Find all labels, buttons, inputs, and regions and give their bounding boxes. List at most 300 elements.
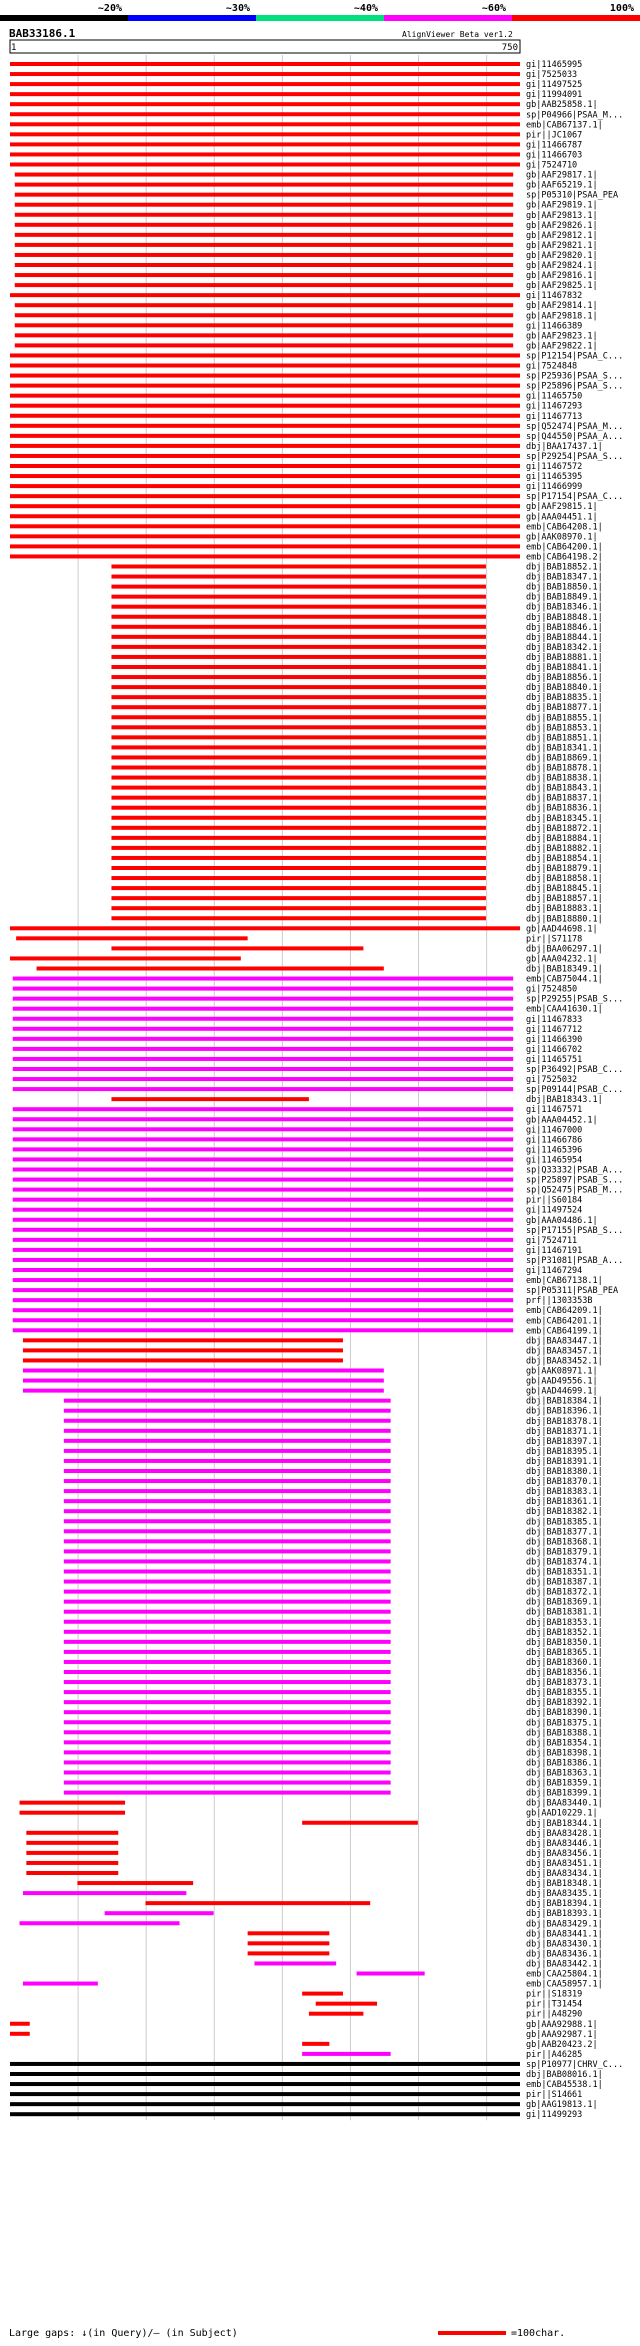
hit-label[interactable]: gb|AAF29817.1| [526, 170, 598, 181]
hit-bar[interactable] [20, 1801, 126, 1805]
hit-bar[interactable] [111, 826, 485, 830]
hit-label[interactable]: dbj|BAB18354.1| [526, 1738, 603, 1749]
hit-bar[interactable] [13, 1228, 513, 1232]
hit-label[interactable]: dbj|BAB18879.1| [526, 864, 603, 874]
hit-bar[interactable] [26, 1831, 118, 1835]
hit-label[interactable]: gi|11467571 [526, 1105, 583, 1116]
hit-bar[interactable] [309, 2012, 363, 2016]
hit-bar[interactable] [16, 936, 248, 940]
hit-label[interactable]: dbj|BAB18371.1| [526, 1426, 603, 1437]
hit-label[interactable]: dbj|BAA83440.1| [526, 1798, 603, 1809]
hit-bar[interactable] [10, 474, 520, 478]
hit-bar[interactable] [302, 1821, 418, 1825]
hit-bar[interactable] [10, 554, 520, 558]
hit-label[interactable]: dbj|BAB18380.1| [526, 1467, 603, 1477]
hit-bar[interactable] [10, 404, 520, 408]
hit-label[interactable]: dbj|BAB18341.1| [526, 743, 603, 754]
hit-label[interactable]: dbj|BAB18391.1| [526, 1456, 603, 1467]
hit-label[interactable]: dbj|BAA17437.1| [526, 441, 603, 452]
hit-label[interactable]: sp|Q52474|PSAA_M... [526, 421, 624, 432]
hit-bar[interactable] [64, 1459, 391, 1463]
hit-label[interactable]: dbj|BAB18881.1| [526, 652, 603, 663]
hit-bar[interactable] [13, 1308, 513, 1312]
hit-label[interactable]: dbj|BAA83447.1| [526, 1336, 603, 1347]
hit-label[interactable]: gi|11465395 [526, 472, 583, 483]
hit-bar[interactable] [111, 816, 485, 820]
hit-bar[interactable] [26, 1861, 118, 1865]
hit-label[interactable]: dbj|BAB18383.1| [526, 1487, 603, 1498]
hit-label[interactable]: dbj|BAB18852.1| [526, 562, 603, 573]
hit-bar[interactable] [111, 745, 485, 749]
hit-label[interactable]: gb|AAF29822.1| [526, 341, 598, 352]
hit-bar[interactable] [15, 273, 513, 277]
hit-bar[interactable] [10, 163, 520, 167]
hit-label[interactable]: dbj|BAB18350.1| [526, 1637, 603, 1648]
hit-label[interactable]: dbj|BAB18363.1| [526, 1768, 603, 1779]
hit-bar[interactable] [10, 2102, 520, 2106]
hit-bar[interactable] [302, 2042, 329, 2046]
hit-label[interactable]: dbj|BAA83434.1| [526, 1869, 603, 1879]
hit-label[interactable]: dbj|BAB18841.1| [526, 663, 603, 673]
hit-label[interactable]: gi|11465396 [526, 1145, 583, 1156]
hit-label[interactable]: dbj|BAB18386.1| [526, 1758, 603, 1769]
hit-bar[interactable] [64, 1610, 391, 1614]
hit-label[interactable]: gb|AAK08970.1| [526, 532, 598, 543]
hit-label[interactable]: gb|AAF29815.1| [526, 502, 598, 513]
hit-bar[interactable] [64, 1700, 391, 1704]
hit-bar[interactable] [111, 615, 485, 619]
hit-label[interactable]: dbj|BAB18343.1| [526, 1095, 603, 1106]
hit-bar[interactable] [10, 926, 520, 930]
hit-label[interactable]: dbj|BAB18877.1| [526, 703, 603, 714]
hit-bar[interactable] [64, 1409, 391, 1413]
hit-label[interactable]: dbj|BAB18849.1| [526, 592, 603, 603]
hit-label[interactable]: pir||A48290 [526, 2009, 583, 2020]
hit-bar[interactable] [111, 786, 485, 790]
hit-bar[interactable] [64, 1559, 391, 1563]
hit-label[interactable]: dbj|BAB18345.1| [526, 813, 603, 824]
hit-bar[interactable] [64, 1781, 391, 1785]
hit-label[interactable]: gb|AAB25858.1| [526, 100, 598, 111]
hit-bar[interactable] [15, 333, 513, 337]
hit-bar[interactable] [13, 1107, 513, 1111]
hit-bar[interactable] [64, 1670, 391, 1674]
hit-label[interactable]: dbj|BAB18368.1| [526, 1537, 603, 1548]
hit-bar[interactable] [111, 896, 485, 900]
hit-label[interactable]: dbj|BAB18355.1| [526, 1688, 603, 1699]
hit-label[interactable]: dbj|BAB18381.1| [526, 1607, 603, 1618]
hit-label[interactable]: emb|CAB67137.1| [526, 120, 603, 131]
hit-label[interactable]: gi|7524850 [526, 984, 578, 995]
hit-bar[interactable] [111, 675, 485, 679]
hit-label[interactable]: sp|P17155|PSAB_S... [526, 1225, 624, 1236]
hit-bar[interactable] [105, 1911, 214, 1915]
hit-label[interactable]: dbj|BAB18385.1| [526, 1517, 603, 1528]
hit-label[interactable]: emb|CAB45538.1| [526, 2080, 603, 2091]
hit-label[interactable]: sp|P29255|PSAB_S... [526, 994, 624, 1005]
hit-bar[interactable] [13, 1198, 513, 1202]
hit-label[interactable]: gi|11466703 [526, 150, 583, 161]
hit-bar[interactable] [111, 565, 485, 569]
hit-label[interactable]: pir||JC1067 [526, 130, 583, 141]
hit-label[interactable]: sp|P10977|CHRV_C... [526, 2059, 624, 2070]
hit-label[interactable]: gi|11465750 [526, 391, 583, 402]
hit-bar[interactable] [64, 1640, 391, 1644]
hit-label[interactable]: gi|11497524 [526, 1205, 583, 1216]
hit-bar[interactable] [13, 1328, 513, 1332]
hit-label[interactable]: gb|AAF29818.1| [526, 311, 598, 322]
hit-bar[interactable] [111, 866, 485, 870]
hit-bar[interactable] [111, 655, 485, 659]
hit-label[interactable]: dbj|BAB18351.1| [526, 1567, 603, 1578]
hit-label[interactable]: sp|P25897|PSAB_S... [526, 1175, 624, 1186]
hit-bar[interactable] [13, 1077, 513, 1081]
hit-label[interactable]: dbj|BAB18360.1| [526, 1657, 603, 1668]
hit-label[interactable]: dbj|BAA83428.1| [526, 1828, 603, 1839]
hit-bar[interactable] [64, 1600, 391, 1604]
hit-bar[interactable] [15, 183, 513, 187]
hit-label[interactable]: gi|11465954 [526, 1155, 583, 1166]
hit-label[interactable]: gi|11466389 [526, 321, 583, 332]
hit-bar[interactable] [10, 394, 520, 398]
hit-bar[interactable] [10, 122, 520, 126]
hit-label[interactable]: gb|AAD44699.1| [526, 1386, 598, 1397]
hit-label[interactable]: dbj|BAB18855.1| [526, 713, 603, 724]
hit-label[interactable]: gi|7524710 [526, 160, 578, 171]
hit-bar[interactable] [111, 735, 485, 739]
hit-label[interactable]: gi|11466390 [526, 1034, 583, 1045]
hit-bar[interactable] [15, 173, 513, 177]
hit-label[interactable]: dbj|BAB18373.1| [526, 1678, 603, 1689]
hit-label[interactable]: dbj|BAA83435.1| [526, 1889, 603, 1900]
hit-bar[interactable] [10, 2112, 520, 2116]
hit-label[interactable]: gb|AAA04486.1| [526, 1215, 598, 1226]
hit-bar[interactable] [64, 1720, 391, 1724]
hit-label[interactable]: sp|P25896|PSAA_S... [526, 381, 624, 392]
hit-bar[interactable] [13, 1017, 513, 1021]
hit-label[interactable]: gb|AAF29816.1| [526, 271, 598, 282]
hit-bar[interactable] [10, 424, 520, 428]
hit-label[interactable]: dbj|BAB18349.1| [526, 964, 603, 975]
hit-bar[interactable] [111, 665, 485, 669]
hit-bar[interactable] [10, 364, 520, 368]
hit-label[interactable]: dbj|BAB18858.1| [526, 874, 603, 885]
hit-bar[interactable] [111, 685, 485, 689]
hit-bar[interactable] [13, 1127, 513, 1131]
hit-bar[interactable] [10, 92, 520, 96]
hit-bar[interactable] [10, 414, 520, 418]
hit-label[interactable]: gb|AAB20423.2| [526, 2039, 598, 2050]
hit-label[interactable]: dbj|BAB18370.1| [526, 1477, 603, 1488]
hit-bar[interactable] [10, 2092, 520, 2096]
hit-bar[interactable] [64, 1449, 391, 1453]
hit-bar[interactable] [111, 796, 485, 800]
hit-label[interactable]: sp|P25936|PSAA_S... [526, 371, 624, 382]
hit-bar[interactable] [248, 1941, 330, 1945]
hit-bar[interactable] [15, 313, 513, 317]
hit-label[interactable]: dbj|BAB08016.1| [526, 2070, 603, 2080]
hit-label[interactable]: dbj|BAB18396.1| [526, 1406, 603, 1417]
hit-label[interactable]: dbj|BAB18398.1| [526, 1748, 603, 1759]
hit-bar[interactable] [64, 1771, 391, 1775]
hit-bar[interactable] [15, 233, 513, 237]
hit-bar[interactable] [64, 1539, 391, 1543]
hit-label[interactable]: dbj|BAB18378.1| [526, 1416, 603, 1427]
hit-bar[interactable] [10, 142, 520, 146]
hit-bar[interactable] [23, 1891, 186, 1895]
hit-label[interactable]: emb|CAB67138.1| [526, 1276, 603, 1287]
hit-bar[interactable] [13, 1208, 513, 1212]
hit-bar[interactable] [111, 876, 485, 880]
hit-bar[interactable] [23, 1389, 384, 1393]
hit-label[interactable]: emb|CAB64208.1| [526, 522, 603, 533]
hit-label[interactable]: gi|11467712 [526, 1024, 583, 1035]
hit-bar[interactable] [13, 1298, 513, 1302]
hit-bar[interactable] [64, 1399, 391, 1403]
hit-label[interactable]: dbj|BAA83452.1| [526, 1356, 603, 1367]
hit-label[interactable]: sp|Q33332|PSAB_A... [526, 1165, 624, 1176]
hit-label[interactable]: emb|CAA41630.1| [526, 1004, 603, 1015]
hit-label[interactable]: dbj|BAB18837.1| [526, 793, 603, 804]
hit-label[interactable]: dbj|BAA06297.1| [526, 944, 603, 955]
hit-bar[interactable] [64, 1690, 391, 1694]
hit-label[interactable]: gb|AAD44698.1| [526, 924, 598, 935]
hit-label[interactable]: gb|AAD10229.1| [526, 1808, 598, 1819]
hit-label[interactable]: dbj|BAB18353.1| [526, 1617, 603, 1628]
hit-label[interactable]: gb|AAF29812.1| [526, 230, 598, 241]
hit-label[interactable]: gi|11467000 [526, 1125, 583, 1136]
hit-bar[interactable] [302, 2052, 391, 2056]
hit-label[interactable]: dbj|BAB18365.1| [526, 1647, 603, 1658]
hit-label[interactable]: dbj|BAB18848.1| [526, 612, 603, 623]
hit-bar[interactable] [111, 846, 485, 850]
hit-label[interactable]: gi|11497525 [526, 80, 583, 91]
hit-bar[interactable] [64, 1760, 391, 1764]
hit-bar[interactable] [26, 1841, 118, 1845]
hit-label[interactable]: sp|P04966|PSAA_M... [526, 110, 624, 121]
hit-bar[interactable] [10, 504, 520, 508]
hit-bar[interactable] [13, 987, 513, 991]
hit-label[interactable]: gb|AAD49556.1| [526, 1376, 598, 1387]
hit-bar[interactable] [111, 625, 485, 629]
hit-bar[interactable] [13, 1137, 513, 1141]
hit-bar[interactable] [13, 1278, 513, 1282]
hit-label[interactable]: pir||S71178 [526, 934, 583, 945]
hit-label[interactable]: gb|AAA04232.1| [526, 954, 598, 965]
hit-bar[interactable] [111, 1097, 308, 1101]
hit-label[interactable]: dbj|BAB18394.1| [526, 1899, 603, 1910]
hit-label[interactable]: dbj|BAB18374.1| [526, 1557, 603, 1568]
hit-label[interactable]: dbj|BAA83446.1| [526, 1838, 603, 1849]
hit-label[interactable]: sp|P05310|PSAA_PEA [526, 190, 619, 201]
hit-bar[interactable] [37, 967, 384, 971]
hit-label[interactable]: dbj|BAB18843.1| [526, 783, 603, 794]
hit-label[interactable]: sp|P12154|PSAA_C... [526, 351, 624, 362]
hit-label[interactable]: emb|CAB64201.1| [526, 1316, 603, 1327]
hit-label[interactable]: dbj|BAB18854.1| [526, 853, 603, 864]
hit-label[interactable]: gi|11467832 [526, 291, 583, 302]
hit-bar[interactable] [13, 997, 513, 1001]
hit-bar[interactable] [10, 494, 520, 498]
hit-bar[interactable] [248, 1951, 330, 1955]
hit-bar[interactable] [10, 956, 241, 960]
hit-bar[interactable] [64, 1590, 391, 1594]
hit-label[interactable]: gb|AAF65219.1| [526, 180, 598, 191]
hit-bar[interactable] [64, 1750, 391, 1754]
hit-bar[interactable] [10, 2062, 520, 2066]
hit-label[interactable]: dbj|BAB18369.1| [526, 1597, 603, 1608]
hit-label[interactable]: gb|AAF29819.1| [526, 200, 598, 211]
hit-bar[interactable] [10, 62, 520, 66]
hit-bar[interactable] [13, 1288, 513, 1292]
hit-bar[interactable] [316, 2002, 377, 2006]
hit-label[interactable]: gb|AAA92988.1| [526, 2019, 598, 2030]
hit-bar[interactable] [15, 283, 513, 287]
hit-bar[interactable] [13, 1147, 513, 1151]
hit-bar[interactable] [13, 1047, 513, 1051]
hit-bar[interactable] [13, 1238, 513, 1242]
hit-label[interactable]: dbj|BAA83430.1| [526, 1939, 603, 1950]
hit-bar[interactable] [10, 82, 520, 86]
hit-bar[interactable] [20, 1921, 180, 1925]
hit-bar[interactable] [13, 1318, 513, 1322]
hit-label[interactable]: pir||A46285 [526, 2049, 583, 2060]
hit-bar[interactable] [64, 1429, 391, 1433]
hit-bar[interactable] [13, 1178, 513, 1182]
hit-label[interactable]: dbj|BAB18379.1| [526, 1547, 603, 1558]
hit-bar[interactable] [15, 213, 513, 217]
hit-label[interactable]: pir||S60184 [526, 1195, 583, 1206]
hit-label[interactable]: dbj|BAB18356.1| [526, 1668, 603, 1678]
hit-bar[interactable] [64, 1650, 391, 1654]
hit-label[interactable]: gb|AAF29813.1| [526, 210, 598, 221]
hit-bar[interactable] [10, 374, 520, 378]
hit-label[interactable]: gi|11467294 [526, 1266, 583, 1276]
hit-label[interactable]: dbj|BAB18388.1| [526, 1728, 603, 1739]
hit-label[interactable]: dbj|BAB18384.1| [526, 1396, 603, 1407]
hit-bar[interactable] [111, 946, 363, 950]
hit-bar[interactable] [10, 2082, 520, 2086]
hit-bar[interactable] [23, 1338, 343, 1342]
hit-label[interactable]: dbj|BAB18851.1| [526, 733, 603, 744]
hit-bar[interactable] [64, 1620, 391, 1624]
hit-bar[interactable] [10, 444, 520, 448]
hit-bar[interactable] [10, 353, 520, 357]
hit-bar[interactable] [77, 1881, 193, 1885]
hit-bar[interactable] [13, 1168, 513, 1172]
hit-label[interactable]: gi|11467833 [526, 1014, 583, 1025]
hit-label[interactable]: dbj|BAB18399.1| [526, 1788, 603, 1799]
hit-label[interactable]: dbj|BAB18845.1| [526, 884, 603, 895]
hit-bar[interactable] [13, 1258, 513, 1262]
hit-bar[interactable] [111, 715, 485, 719]
hit-label[interactable]: sp|P17154|PSAA_C... [526, 492, 624, 503]
hit-label[interactable]: gi|7525033 [526, 70, 578, 81]
hit-bar[interactable] [302, 1992, 343, 1996]
hit-label[interactable]: gi|11994091 [526, 90, 583, 101]
hit-bar[interactable] [111, 886, 485, 890]
hit-bar[interactable] [26, 1871, 118, 1875]
hit-bar[interactable] [23, 1348, 343, 1352]
hit-bar[interactable] [13, 1248, 513, 1252]
hit-label[interactable]: dbj|BAA83451.1| [526, 1858, 603, 1869]
hit-bar[interactable] [13, 1117, 513, 1121]
hit-bar[interactable] [64, 1630, 391, 1634]
hit-bar[interactable] [64, 1529, 391, 1533]
hit-bar[interactable] [10, 484, 520, 488]
hit-bar[interactable] [10, 464, 520, 468]
hit-label[interactable]: gi|11466787 [526, 140, 583, 151]
hit-bar[interactable] [146, 1901, 371, 1905]
hit-bar[interactable] [15, 253, 513, 257]
hit-label[interactable]: dbj|BAB18387.1| [526, 1577, 603, 1588]
hit-label[interactable]: pir||S18319 [526, 1989, 583, 2000]
hit-bar[interactable] [111, 755, 485, 759]
hit-label[interactable]: dbj|BAB18844.1| [526, 632, 603, 643]
hit-label[interactable]: dbj|BAA83429.1| [526, 1919, 603, 1930]
hit-bar[interactable] [10, 2072, 520, 2076]
hit-label[interactable]: gb|AAF29824.1| [526, 261, 598, 271]
hit-bar[interactable] [64, 1469, 391, 1473]
hit-bar[interactable] [10, 152, 520, 156]
hit-bar[interactable] [10, 102, 520, 106]
hit-label[interactable]: gb|AAF29821.1| [526, 240, 598, 251]
hit-bar[interactable] [10, 534, 520, 538]
hit-bar[interactable] [15, 323, 513, 327]
hit-label[interactable]: pir||T31454 [526, 1999, 583, 2010]
hit-bar[interactable] [15, 343, 513, 347]
hit-label[interactable]: dbj|BAB18883.1| [526, 904, 603, 915]
hit-label[interactable]: dbj|BAB18836.1| [526, 803, 603, 814]
hit-label[interactable]: gb|AAF29814.1| [526, 301, 598, 312]
hit-label[interactable]: dbj|BAB18838.1| [526, 773, 603, 784]
hit-label[interactable]: sp|Q44550|PSAA_A... [526, 431, 624, 442]
hit-label[interactable]: dbj|BAB18359.1| [526, 1778, 603, 1789]
hit-label[interactable]: dbj|BAB18377.1| [526, 1527, 603, 1538]
hit-bar[interactable] [64, 1509, 391, 1513]
hit-bar[interactable] [13, 1037, 513, 1041]
hit-label[interactable]: gb|AAF29823.1| [526, 331, 598, 342]
hit-bar[interactable] [111, 705, 485, 709]
hit-bar[interactable] [13, 1027, 513, 1031]
hit-bar[interactable] [10, 293, 520, 297]
hit-bar[interactable] [15, 243, 513, 247]
hit-label[interactable]: gi|11465995 [526, 60, 583, 70]
hit-bar[interactable] [111, 806, 485, 810]
hit-bar[interactable] [10, 434, 520, 438]
hit-label[interactable]: gi|7524711 [526, 1235, 578, 1246]
hit-bar[interactable] [111, 906, 485, 910]
hit-bar[interactable] [111, 595, 485, 599]
hit-bar[interactable] [15, 263, 513, 267]
hit-bar[interactable] [111, 776, 485, 780]
hit-label[interactable]: gb|AAA04452.1| [526, 1115, 598, 1126]
hit-label[interactable]: gi|11467191 [526, 1245, 583, 1256]
hit-bar[interactable] [248, 1931, 330, 1935]
hit-bar[interactable] [64, 1570, 391, 1574]
hit-bar[interactable] [111, 695, 485, 699]
hit-bar[interactable] [13, 1218, 513, 1222]
hit-bar[interactable] [23, 1369, 384, 1373]
hit-bar[interactable] [64, 1791, 391, 1795]
hit-bar[interactable] [64, 1479, 391, 1483]
hit-label[interactable]: dbj|BAB18346.1| [526, 602, 603, 613]
hit-bar[interactable] [23, 1982, 98, 1986]
hit-label[interactable]: dbj|BAB18393.1| [526, 1909, 603, 1920]
hit-label[interactable]: dbj|BAB18835.1| [526, 693, 603, 704]
hit-bar[interactable] [13, 977, 513, 981]
hit-bar[interactable] [10, 544, 520, 548]
